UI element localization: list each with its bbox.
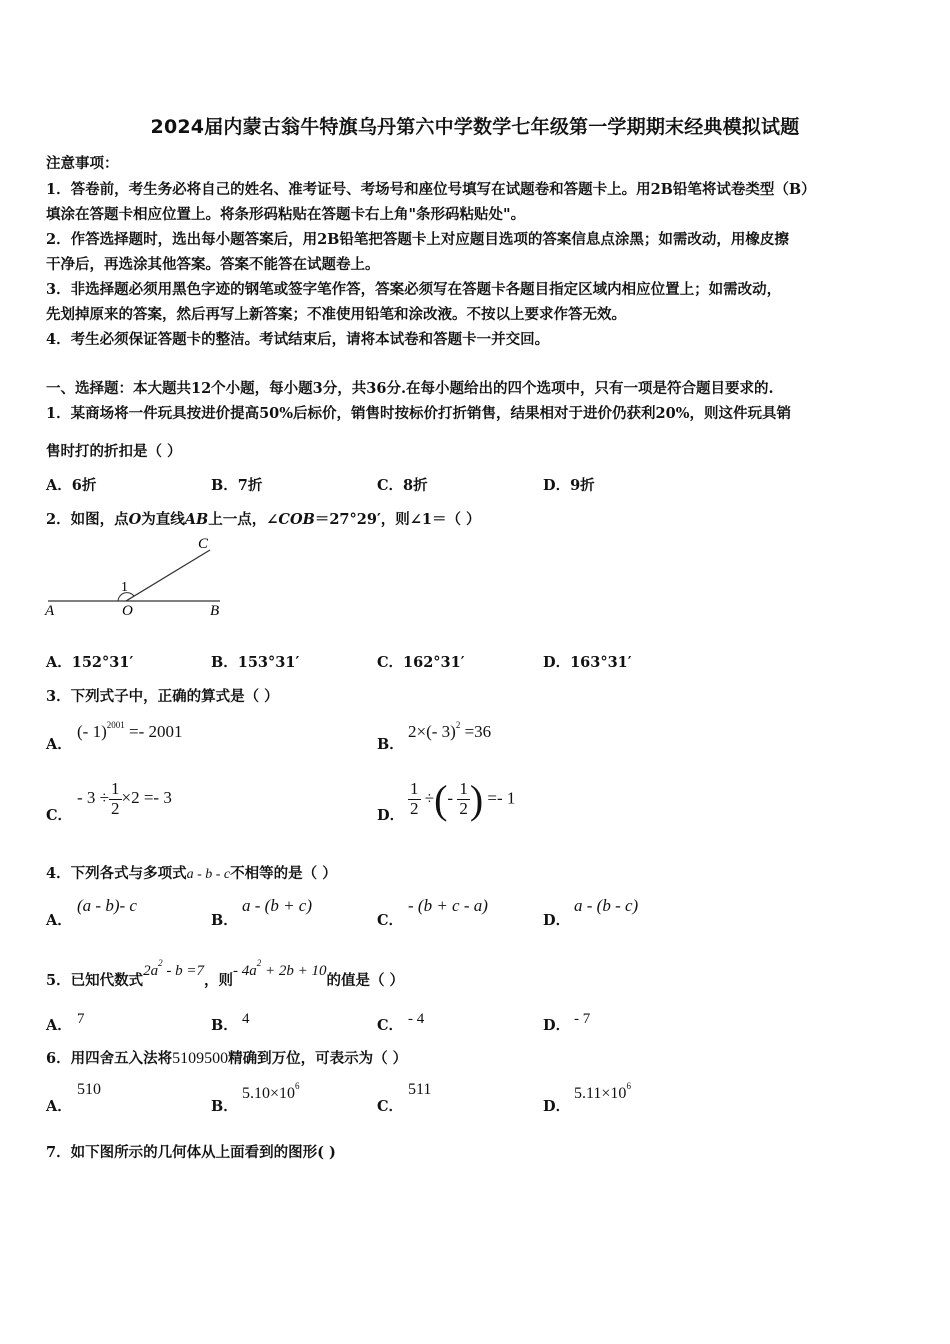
q4-stem [46, 862, 337, 883]
q3-a-exp: 2001 [106, 720, 125, 730]
q6-option-d-value [574, 1081, 631, 1103]
q6-option-d-label[interactable]: D． [543, 1098, 571, 1115]
q2-option-b[interactable]: B．153°31′ [211, 654, 300, 671]
page-title: 2024届内蒙古翁牛特旗乌丹第六中学数学七年级第一学期期末经典模拟试题 [150, 116, 800, 138]
q3-option-a-label[interactable]: A． [46, 736, 72, 753]
q3-d-div: ÷ [424, 788, 435, 808]
q2-angle-cob: COB [278, 511, 315, 528]
q5-expr2-a: - 4a [232, 963, 257, 979]
q1-stem-line-2: 售时打的折扣是（ ） [46, 443, 182, 460]
q4-option-c-expr: - (b + c - a) [408, 896, 488, 915]
q3-stem: 3．下列式子中，正确的算式是（ ） [46, 688, 279, 705]
q6-b-exp: 6 [295, 1081, 300, 1091]
note-3-line-1: 3．非选择题必须用黑色字迹的钢笔或签字笔作答，答案必须写在答题卡各题目指定区域内相应位置上；如需改动， [46, 281, 782, 298]
q3-a-rest: =- 2001 [124, 722, 183, 741]
q5-expr1-a: 2a [143, 963, 159, 979]
q3-option-a-expr [77, 720, 182, 742]
q6-option-c-value: 511 [408, 1081, 432, 1098]
q7-stem: 7．如下图所示的几何体从上面看到的图形( ) [46, 1144, 336, 1161]
q5-expr1-b: - b =7 [162, 963, 204, 979]
q5-expr2-exp: 2 [256, 958, 262, 968]
q5-stem-pre: 5．已知代数式 [46, 972, 144, 989]
q3-d-rest: =- 1 [487, 788, 516, 808]
q2-stem-pre: 2．如图，点 [46, 511, 129, 528]
q6-stem-pre: 6．用四舍五入法将 [46, 1050, 173, 1067]
q5-option-a-label[interactable]: A． [46, 1017, 72, 1034]
q3-c-pre: - 3 ÷ [77, 788, 109, 808]
q5-stem-post: 的值是（ ） [326, 972, 405, 989]
notes-heading: 注意事项： [46, 155, 119, 172]
q3-option-c-label[interactable]: C． [46, 807, 73, 824]
q5-option-a-value: 7 [77, 1011, 85, 1027]
q4-option-d-expr: a - (b - c) [574, 896, 639, 915]
note-4: 4．考生必须保证答题卡的整洁。考试结束后，请将本试卷和答题卡一并交回。 [46, 331, 550, 348]
q2-option-a[interactable]: A．152°31′ [46, 654, 134, 671]
q6-option-a-value: 510 [77, 1081, 101, 1098]
q5-stem-mid: ，则 [203, 972, 233, 989]
q2-figure [40, 532, 240, 622]
q2-stem [46, 508, 481, 529]
q3-option-b-label[interactable]: B． [377, 736, 404, 753]
q3-d-den2: 2 [459, 799, 468, 818]
q5-option-c-value: - 4 [408, 1011, 425, 1027]
q4-option-a-expr: (a - b)- c [77, 896, 137, 915]
q6-option-c-label[interactable]: C． [377, 1098, 404, 1115]
q4-option-d-label[interactable]: D． [543, 912, 571, 929]
q3-c-den: 2 [111, 798, 120, 818]
q3-b-base: 2×(- 3) [408, 722, 456, 741]
q2-figure-label-1: 1 [121, 580, 128, 595]
q6-d-base: 5.11×10 [574, 1085, 627, 1102]
note-2-line-2: 干净后，再选涂其他答案。答案不能答在试题卷上。 [46, 256, 380, 273]
q4-polynomial: a - b - c [186, 867, 231, 882]
q1-option-a[interactable]: A．6折 [46, 477, 97, 494]
q5-option-d-label[interactable]: D． [543, 1017, 571, 1034]
q3-d-num2: 1 [459, 779, 468, 799]
note-1-line-2: 填涂在答题卡相应位置上。将条形码粘贴在答题卡右上角"条形码粘贴处"。 [46, 206, 526, 223]
q3-d-den1: 2 [410, 799, 419, 818]
q1-option-b[interactable]: B．7折 [211, 477, 263, 494]
q5-stem [46, 958, 405, 990]
q2-point-o: O [128, 511, 142, 528]
q1-option-c[interactable]: C．8折 [377, 477, 428, 494]
q2-figure-label-b: B [210, 603, 220, 619]
q1-stem-line-1: 1．某商场将一件玩具按进价提高50%后标价，销售时按标价打折销售，结果相对于进价仍获利20%，则这件玩具销 [46, 405, 791, 422]
q5-option-b-label[interactable]: B． [211, 1017, 238, 1034]
q2-option-c[interactable]: C．162°31′ [377, 654, 465, 671]
q3-option-c-expr [77, 780, 172, 818]
q5-option-d-value: - 7 [574, 1011, 591, 1027]
q2-figure-label-c: C [198, 536, 209, 552]
q6-option-b-label[interactable]: B． [211, 1098, 238, 1115]
q2-stem-mid2: 上一点，∠ [208, 511, 279, 528]
q4-option-b-label[interactable]: B． [211, 912, 238, 929]
q3-option-b-expr [408, 720, 491, 742]
q3-d-neg: - [447, 788, 454, 808]
q3-a-base: (- 1) [77, 722, 107, 741]
q6-d-exp: 6 [626, 1081, 631, 1091]
q2-line-ab: AB [184, 511, 209, 528]
note-2-line-1: 2．作答选择题时，选出每小题答案后，用2B铅笔把答题卡上对应题目选项的答案信息点涂黑；如需改动，用橡皮擦 [46, 231, 789, 248]
q2-stem-mid1: 为直线 [141, 511, 185, 528]
q2-option-d[interactable]: D．163°31′ [543, 654, 632, 671]
section-heading: 一、选择题：本大题共12个小题，每小题3分，共36分.在每小题给出的四个选项中，只有一项是符合题目要求的. [46, 380, 774, 397]
q5-option-c-label[interactable]: C． [377, 1017, 404, 1034]
q6-stem-post: 精确到万位，可表示为（ ） [228, 1050, 408, 1067]
q4-option-b-expr: a - (b + c) [242, 896, 313, 915]
q3-option-d-label[interactable]: D． [377, 807, 405, 824]
q4-option-a-label[interactable]: A． [46, 912, 72, 929]
q3-option-d-expr: $\frac{1}{2}$ ÷(- $\frac{1}{2}$ ) =- 1 [410, 777, 516, 822]
note-3-line-2: 先划掉原来的答案，然后再写上新答案；不准使用铅笔和涂改液。不按以上要求作答无效。 [46, 306, 626, 323]
q3-b-rest: =36 [460, 722, 492, 741]
q2-figure-ray-oc [126, 550, 210, 601]
q5-option-b-value: 4 [242, 1011, 250, 1027]
q5-expr2-b: + 2b + 10 [261, 963, 327, 979]
q5-expr1-exp: 2 [158, 958, 163, 968]
q1-option-d[interactable]: D．9折 [543, 477, 595, 494]
q6-option-a-label[interactable]: A． [46, 1098, 72, 1115]
note-1-line-1: 1．答卷前，考生务必将自己的姓名、准考证号、考场号和座位号填写在试题卷和答题卡上。用2B铅笔将试卷类型（B） [46, 181, 816, 198]
q6-stem [46, 1047, 407, 1068]
q4-stem-pre: 4．下列各式与多项式 [46, 865, 187, 882]
q3-c-rest: ×2 =- 3 [121, 788, 172, 808]
q2-stem-mid3: ＝27°29′，则∠1＝（ ） [314, 511, 481, 528]
q4-option-c-label[interactable]: C． [377, 912, 404, 929]
q3-b-exp: 2 [455, 720, 461, 730]
q6-option-b-value [242, 1081, 300, 1103]
q6-number: 5109500 [172, 1050, 229, 1067]
q6-b-base: 5.10×10 [242, 1085, 296, 1102]
q3-d-num1: 1 [410, 779, 419, 799]
q4-stem-post: 不相等的是（ ） [230, 865, 337, 882]
q3-c-num: 1 [111, 779, 120, 798]
q2-figure-label-o: O [122, 603, 133, 619]
q2-figure-label-a: A [45, 603, 55, 619]
